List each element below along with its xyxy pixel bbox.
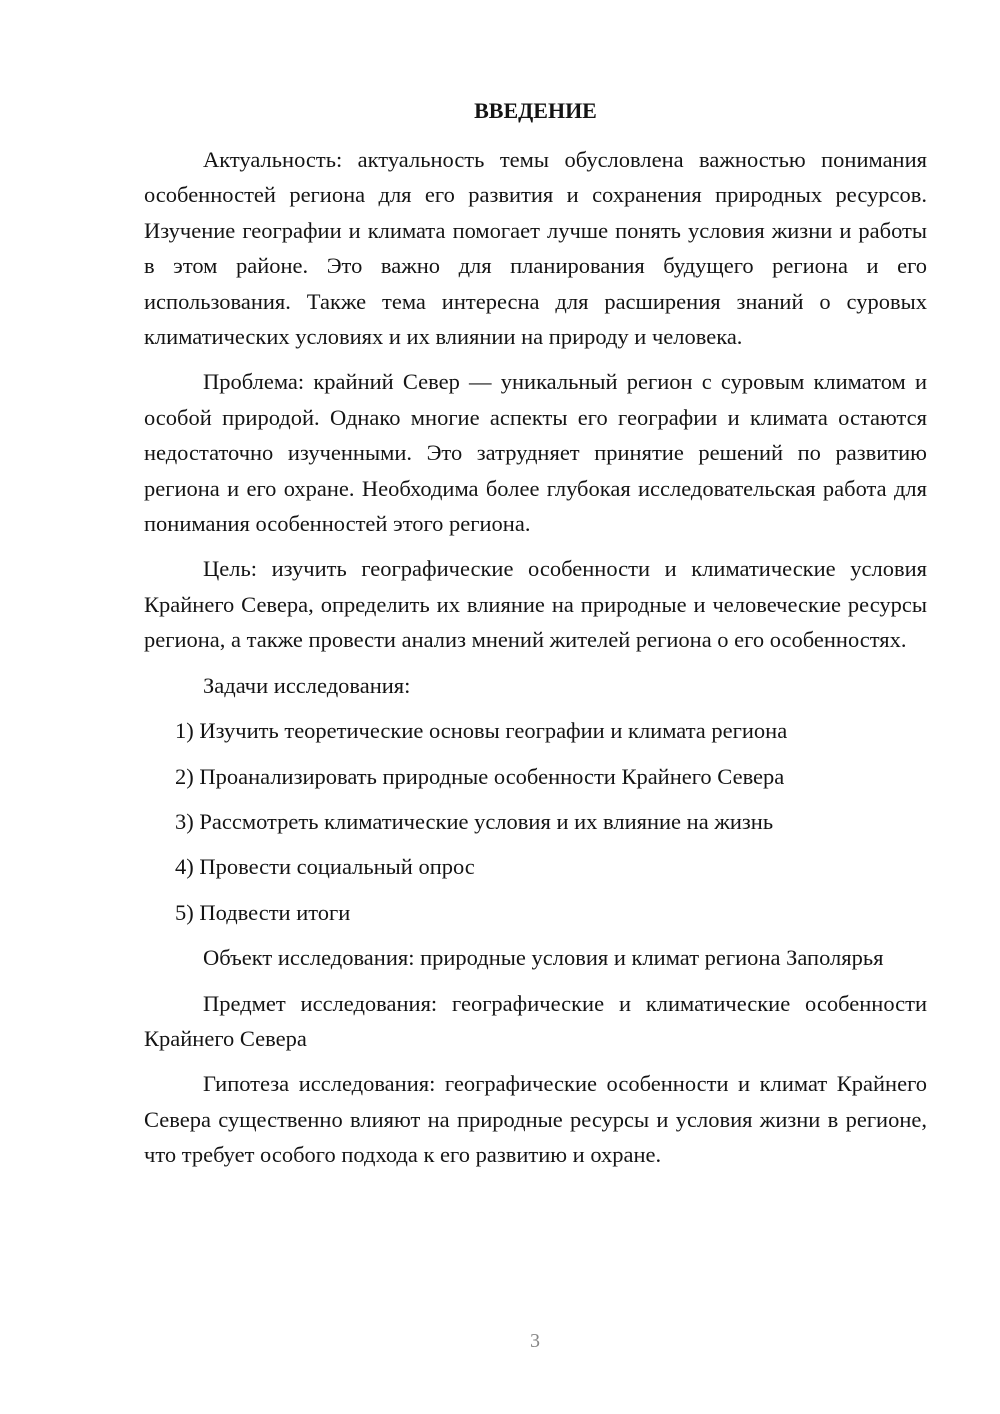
paragraph-goal: Цель: изучить географические особенности и климатические условия Крайнего Севера, определить их влияние на природные и человеческие ресурсы региона, а также провести анализ мнений жителей региона о его особенностях.: [144, 556, 927, 653]
list-item: 2) Проанализировать природные особенности Крайнего Севера: [175, 763, 785, 789]
tasks-list: [144, 713, 927, 930]
paragraph-object: Объект исследования: природные условия и климат региона Заполярья: [203, 945, 884, 971]
paragraph-hypothesis: Гипотеза исследования: географические особенности и климат Крайнего Севера существенно влияют на природные ресурсы и условия жизни в регионе, что требует особого подхода к его развитию и охране.: [144, 1071, 927, 1168]
list-item: 3) Рассмотреть климатические условия и их влияние на жизнь: [175, 808, 774, 834]
list-item: 1) Изучить теоретические основы географии и климата региона: [175, 718, 788, 744]
document-body: [144, 142, 927, 1183]
page-title: ВВЕДЕНИЕ: [474, 98, 597, 123]
page-number: 3: [530, 1330, 540, 1352]
list-item: 4) Провести социальный опрос: [175, 854, 475, 880]
tasks-heading: Задачи исследования:: [203, 672, 411, 698]
paragraph-subject: Предмет исследования: географические и климатические особенности Крайнего Севера: [144, 990, 927, 1051]
paragraph-problem: Проблема: крайний Север — уникальный регион с суровым климатом и особой природой. Однако многие аспекты его географии и климата остаются недостаточно изученными. Это затрудняет принятие решений по развитию региона и его охране. Необходима более глубокая исследовательская работа для понимания особенностей этого региона.: [144, 369, 927, 537]
list-item: 5) Подвести итоги: [175, 899, 351, 925]
paragraph-relevance: Актуальность: актуальность темы обусловлена важностью понимания особенностей региона для его развития и сохранения природных ресурсов. Изучение географии и климата помогает лучше понять условия жизни и работы в этом районе. Это важно для планирования будущего региона и его использования. Также тема интересна для расширения знаний о суровых климатических условиях и их влиянии на природу и человека.: [144, 147, 927, 350]
